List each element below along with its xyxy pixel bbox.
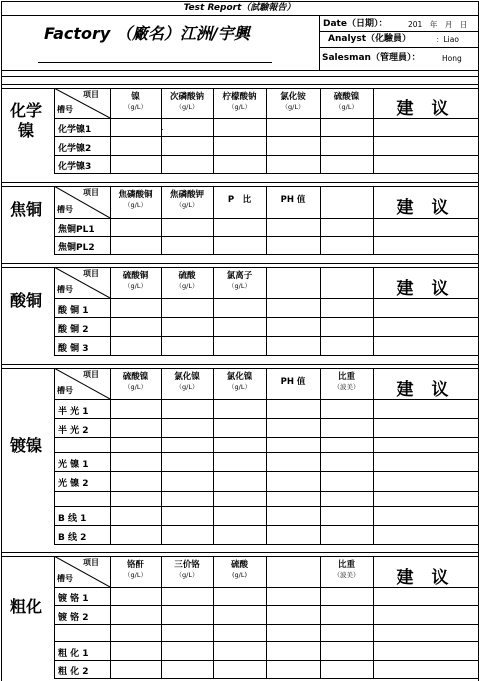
cell-mark: . [161, 123, 164, 132]
column-header [266, 566, 320, 568]
column-header-unit: （g/L） [124, 281, 147, 290]
column-header-unit: （g/L） [175, 102, 199, 111]
column-divider [110, 368, 111, 544]
column-header [161, 93, 213, 111]
column-header-name: 比重 [337, 372, 355, 382]
column-header-unit: （g/L） [228, 382, 251, 391]
column-header [110, 93, 161, 111]
row-rule [54, 355, 478, 356]
column-header-name: 硫酸铜 [122, 271, 149, 281]
header-rule [319, 47, 478, 48]
column-header-unit: （g/L） [175, 570, 199, 579]
column-header [320, 93, 373, 111]
column-divider [266, 556, 267, 678]
column-divider [320, 267, 321, 355]
header-rule [319, 31, 478, 32]
column-divider [266, 368, 267, 544]
section-name: 粗化 [9, 597, 42, 616]
column-header [213, 93, 266, 111]
column-header-name: 硫酸 [178, 271, 196, 281]
column-divider [161, 368, 162, 544]
column-header [320, 196, 373, 198]
row-rule [54, 678, 478, 679]
column-header-name: 三价铬 [174, 560, 200, 570]
column-header [110, 191, 161, 209]
advice-header: 建 议 [396, 198, 455, 218]
frame-left [1, 1, 2, 681]
tank-row-label: 粗 化 2 [58, 667, 89, 677]
section-gap-rule [1, 84, 478, 85]
tank-row-label: 光 镍 2 [58, 479, 89, 489]
column-divider [320, 368, 321, 544]
column-header [320, 277, 373, 279]
spacer-rule [1, 76, 478, 77]
column-header-unit: （g/L） [124, 200, 147, 209]
column-header-name: 焦磷酸钾 [169, 190, 204, 200]
column-header-unit: （g/L） [335, 102, 358, 111]
column-header [266, 378, 320, 389]
column-header [110, 373, 161, 391]
column-header-name: 氯化镍 [174, 372, 200, 382]
tank-row-label: 焦铜PL1 [58, 225, 95, 235]
tank-row-label: B 线 2 [58, 532, 87, 543]
factory-underline [38, 62, 272, 63]
tank-row-label: 化学镍2 [58, 143, 92, 154]
corner-tank-label: 槽号 [57, 386, 73, 395]
column-header-name: PH 值 [280, 195, 306, 205]
corner-tank-label: 槽号 [57, 105, 73, 114]
tank-row-label: 镀 铬 1 [58, 594, 89, 604]
column-header-name: 氯化铵 [280, 92, 306, 102]
column-header-unit: （g/L） [124, 102, 147, 111]
column-header-name: 硫酸镍 [333, 92, 360, 102]
column-divider [266, 267, 267, 355]
tank-row-label: 粗 化 1 [58, 648, 89, 659]
column-header-name: 柠檬酸钠 [222, 92, 257, 102]
date-label: Date（日期）： [323, 19, 388, 29]
column-header-unit: （g/L） [124, 382, 147, 391]
column-header-name: 镍 [131, 92, 140, 102]
column-header-name: 硫酸镍 [122, 372, 149, 382]
column-header-name: 比重 [337, 560, 355, 570]
column-header [161, 191, 213, 209]
date-value: 201 年 月 日 [408, 20, 468, 29]
tank-row-label: 化学镍1 [58, 125, 92, 135]
column-header [266, 196, 320, 207]
advice-header: 建 议 [396, 567, 455, 588]
column-header-name: 氯化镍 [226, 372, 253, 382]
column-header [110, 561, 161, 579]
tank-row-label: 酸 铜 2 [58, 324, 89, 335]
factory-label: Factory （廠名）江洲/宇興 [44, 24, 250, 43]
advice-header: 建 议 [396, 278, 455, 299]
section-gap-rule [1, 364, 478, 365]
column-header-unit: （g/L） [175, 382, 199, 391]
corner-item-label: 项目 [83, 188, 99, 197]
column-header-name: PH 值 [280, 377, 306, 387]
column-header-unit: （波美） [333, 382, 360, 391]
section-name: 化学镍 [9, 100, 42, 140]
section-name: 酸铜 [9, 291, 42, 310]
corner-tank-label: 槽号 [57, 285, 73, 294]
analyst-value: ：Liao [436, 35, 459, 44]
column-header [161, 373, 213, 391]
column-header-unit: （g/L） [281, 102, 305, 111]
frame-top [1, 1, 478, 2]
column-header [266, 93, 320, 111]
advice-header: 建 议 [396, 379, 455, 400]
column-header-name: P 比 [227, 195, 252, 205]
column-header-unit: （波美） [333, 570, 360, 579]
tank-row-label: 半 光 1 [58, 406, 89, 417]
analyst-label: Analyst（化驗員） [328, 34, 412, 44]
salesman-value: Hong [442, 54, 462, 63]
header-bottom [1, 70, 478, 71]
salesman-label: Salesman（管理員）： [322, 53, 421, 63]
row-rule [54, 173, 478, 174]
column-header [320, 561, 373, 579]
section-name: 镀镍 [9, 436, 42, 455]
tank-row-label: 光 镍 1 [58, 459, 89, 470]
advice-header: 建 议 [396, 99, 455, 119]
column-divider [213, 368, 214, 544]
row-rule [54, 544, 478, 545]
column-header [110, 272, 161, 290]
corner-item-label: 项目 [83, 370, 99, 379]
tank-row-label: 酸 铜 1 [58, 305, 89, 316]
column-header-name: 铬酐 [126, 560, 144, 570]
column-header-unit: （g/L） [228, 281, 251, 290]
column-header-unit: （g/L） [124, 570, 147, 579]
section-gap-rule [1, 552, 478, 553]
section-gap-rule [1, 182, 478, 183]
corner-item-label: 项目 [83, 90, 99, 99]
tank-row-label: B 线 1 [58, 513, 87, 524]
column-header [266, 277, 320, 279]
report-title: Test Report（試驗報告） [183, 3, 296, 13]
column-header [161, 561, 213, 579]
column-header-unit: (g/L) [231, 570, 247, 579]
column-header [213, 272, 266, 290]
tank-row-label: 酸 铜 3 [58, 343, 89, 354]
row-rule [54, 254, 478, 255]
tank-row-label: 焦铜PL2 [58, 243, 95, 253]
column-header-name: 次磷酸钠 [169, 92, 204, 102]
column-header-name: 氯离子 [226, 271, 253, 281]
column-header [213, 373, 266, 391]
title-rule [1, 15, 478, 16]
column-header-name: 硫酸 [230, 560, 248, 570]
column-header [161, 272, 213, 290]
column-header-name: 焦磷酸铜 [118, 190, 153, 200]
column-header-unit: （g/L） [175, 200, 199, 209]
tank-row-label: 镀 铬 2 [58, 612, 89, 623]
tank-row-label: 半 光 2 [58, 425, 89, 436]
corner-tank-label: 槽号 [57, 574, 73, 583]
column-header [213, 561, 266, 579]
corner-item-label: 项目 [83, 558, 99, 567]
tank-row-label: 化学镍3 [58, 162, 92, 172]
column-header-unit: （g/L） [228, 102, 251, 111]
column-header [213, 196, 266, 207]
corner-tank-label: 槽号 [57, 205, 73, 214]
section-name: 焦铜 [9, 200, 42, 219]
header-divider [319, 15, 320, 70]
column-header-unit: （g/L） [175, 281, 199, 290]
corner-item-label: 项目 [83, 269, 99, 278]
section-gap-rule [1, 263, 478, 264]
column-header [320, 373, 373, 391]
